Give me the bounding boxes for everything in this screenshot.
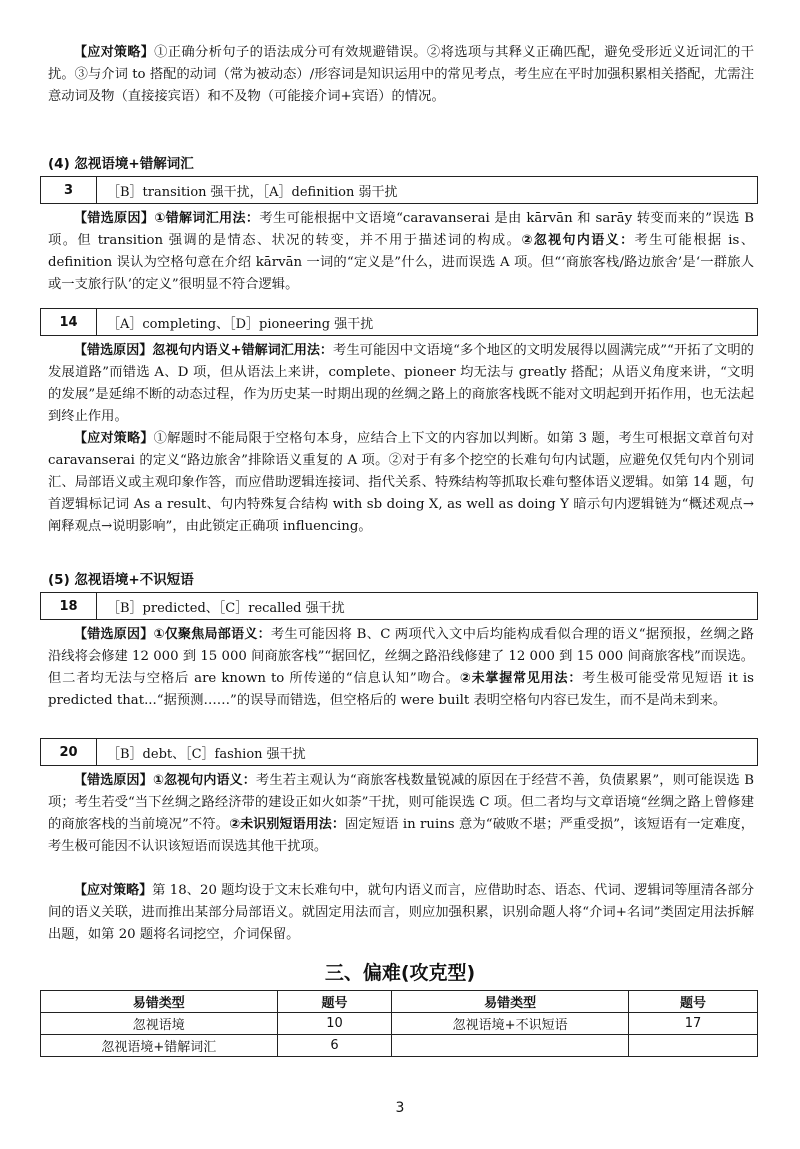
question-box-18 — [40, 592, 758, 620]
question-number: 20 — [41, 739, 97, 765]
section-title: 三、偏难(攻克型) — [324, 962, 476, 984]
table-header-cell: 题号 — [628, 991, 757, 1013]
table-row — [41, 1013, 758, 1035]
paragraph-text: 考生可能因中文语境“多个地区的文明发展得以圆满完成”“开拓了文明的发展道路”而错选 A、D 项，但从语法上来讲，complete、pioneer 均无法与 greatly 搭配；从语义角度来讲，“文明的发展”是延绵不断的动态过程，作为历史某一时期出现的丝绸之路上的商旅客栈既不能对文明起到开拓作用，也无法起到终止作用。 — [48, 343, 754, 424]
table-header-row — [41, 991, 758, 1013]
section-heading-5: (5) 忽视语境+不识短语 — [48, 572, 194, 588]
table-cell — [392, 1035, 629, 1057]
error-reason-label: 【错选原因】 — [74, 627, 154, 642]
question-distractors: ［B］transition 强干扰，［A］definition 弱干扰 — [107, 184, 398, 200]
table-row — [41, 1035, 758, 1057]
bold-point: ①忽视句内语义： — [152, 773, 256, 788]
table-cell: 17 — [628, 1013, 757, 1035]
table-header-cell: 易错类型 — [392, 991, 629, 1013]
paragraph-text: 固定短语 in ruins 意为“破败不堪；严重受损”，该短语有一定难度，考生极可能因不认识该短语而误选其他干扰项。 — [48, 817, 754, 854]
bold-point: ②忽视句内语义： — [521, 233, 635, 248]
table-header-cell: 题号 — [277, 991, 392, 1013]
question-box-20 — [40, 738, 758, 766]
paragraph-text: 考生可能根据 is、definition 误认为空格句意在介绍 kārvān 一词的“定义是”什么，进而误选 A 项。但“‘商旅客栈/路边旅舍’是‘一群旅人或一支旅行队’的定义”很明显不符合逻辑。 — [48, 233, 754, 292]
table-cell: 10 — [277, 1013, 392, 1035]
coping-strategy-paragraph-1 — [48, 42, 754, 108]
error-reason-paragraph-2 — [48, 340, 754, 428]
table-header-cell: 易错类型 — [41, 991, 278, 1013]
question-distractors: ［A］completing、［D］pioneering 强干扰 — [107, 316, 374, 332]
error-reason-label: 【错选原因】 — [74, 343, 153, 358]
paragraph-text: 考生极可能受常见短语 it is predicted that...“据预测……”的误导而错选，但空格后的 were built 表明空格句内容已发生，而不是尚未到来。 — [48, 671, 755, 708]
paragraph-text: 考生可能因将 B、C 两项代入文中后均能构成看似合理的语义“据预报，丝绸之路沿线将会修建 12 000 到 15 000 间商旅客栈”“据回忆，丝绸之路沿线修建了 12 000 到 15 000 间商旅客栈”而误选。但二者均无法与空格后 are known to 所传递的“信息认知”吻合。 — [48, 627, 754, 686]
question-box-3 — [40, 176, 758, 204]
paragraph-text: ①正确分析句子的语法成分可有效规避错误。②将选项与其释义正确匹配，避免受形近义近词汇的干扰。③与介词 to 搭配的动词（常为被动态）/形容词是知识运用中的常见考点，考生应在平时加强积累相关搭配，尤需注意动词及物（直接接宾语）和不及物（可能接介词+宾语）的情况。 — [48, 45, 754, 104]
error-type-table — [40, 990, 758, 1057]
paragraph-text: 第 18、20 题均设于文末长难句中，就句内语义而言，应借助时态、语态、代词、逻辑词等厘清各部分间的语义关联，进而推出某部分局部语义。就固定用法而言，则应加强积累，识别命题人将“介词+名词”类固定用法拆解出题，如第 20 题将名词挖空，介词保留。 — [48, 883, 754, 942]
table-cell: 忽视语境+错解词汇 — [41, 1035, 278, 1057]
question-number: 3 — [41, 177, 97, 203]
page-number: 3 — [395, 1100, 405, 1116]
bold-point: ②未识别短语用法： — [229, 817, 345, 832]
paragraph-text: ①解题时不能局限于空格句本身，应结合上下文的内容加以判断。如第 3 题，考生可根据文章首句对 caravanserai 的定义“路边旅舍”排除语义重复的 A 项。②对于有多个挖空的长难句句内试题，应避免仅凭句内个别词汇、局部语义或主观印象作答，而应借助逻辑连接词、指代关系、特殊结构等抓取长难句整体语义逻辑。如第 14 题，句首逻辑标记词 As a result、句内特殊复合结构 with sb doing X, as well as doing Y 暗示句内逻辑链为“概述观点→阐释观点→说明影响”，由此锁定正确项 influencing。 — [48, 431, 754, 534]
paragraph-text: 考生可能根据中文语境“caravanserai 是由 kārvān 和 sarāy 转变而来的”误选 B 项。但 transition 强调的是情态、状况的转变，并不用于描述词的构成。 — [48, 211, 754, 248]
section-heading-4: (4) 忽视语境+错解词汇 — [48, 156, 194, 172]
bold-point: 忽视句内语义+错解词汇用法： — [152, 343, 333, 358]
bold-point: ②未掌握常见用法： — [459, 671, 583, 686]
coping-strategy-paragraph-3 — [48, 880, 754, 946]
question-box-14 — [40, 308, 758, 336]
table-cell — [628, 1035, 757, 1057]
error-reason-paragraph-3 — [48, 624, 754, 712]
coping-strategy-label: 【应对策略】 — [74, 431, 154, 446]
coping-strategy-paragraph-2 — [48, 428, 754, 538]
table-cell: 忽视语境+不识短语 — [392, 1013, 629, 1035]
question-distractors: ［B］debt、［C］fashion 强干扰 — [107, 746, 306, 762]
coping-strategy-label: 【应对策略】 — [74, 883, 153, 898]
coping-strategy-label: 【应对策略】 — [74, 45, 155, 60]
bold-point: ①仅聚焦局部语义： — [153, 627, 271, 642]
question-number: 18 — [41, 593, 97, 619]
error-reason-label: 【错选原因】 — [74, 773, 153, 788]
error-reason-label: 【错选原因】 — [74, 211, 155, 226]
question-distractors: ［B］predicted、［C］recalled 强干扰 — [107, 600, 345, 616]
table-cell: 6 — [277, 1035, 392, 1057]
error-reason-paragraph-1 — [48, 208, 754, 296]
question-number: 14 — [41, 309, 97, 335]
error-reason-paragraph-4 — [48, 770, 754, 858]
table-cell: 忽视语境 — [41, 1013, 278, 1035]
bold-point: ①错解词汇用法： — [154, 211, 260, 226]
paragraph-text: 考生若主观认为“商旅客栈数量锐减的原因在于经营不善，负债累累”，则可能误选 B 项；考生若受“当下丝绸之路经济带的建设正如火如荼”干扰，则可能误选 C 项。但二者均与文章语境“丝绸之路上曾修建的商旅客栈的当前境况”不符。 — [48, 773, 754, 832]
